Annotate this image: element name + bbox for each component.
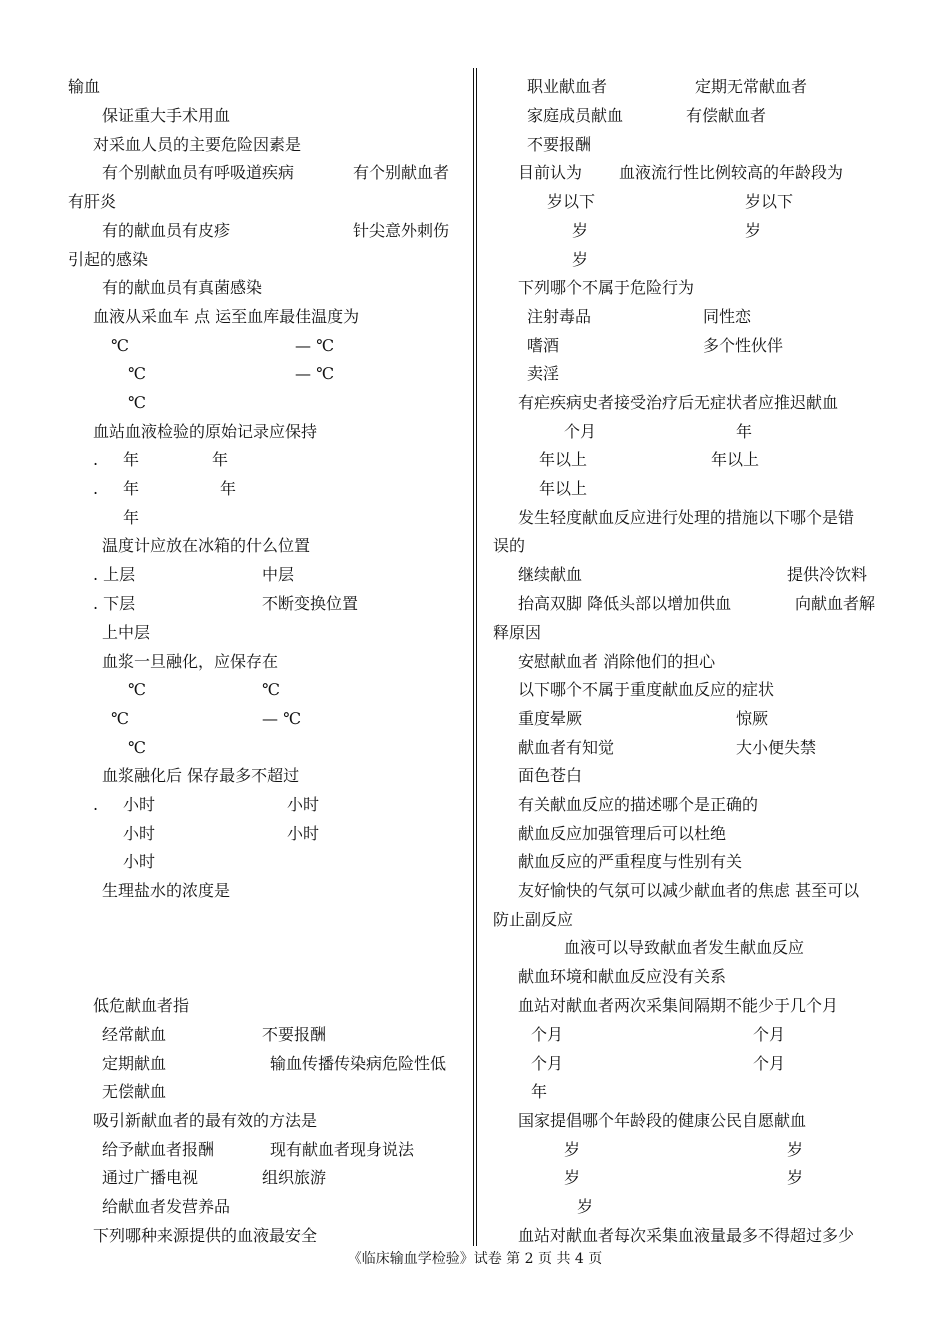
text-line: ℃ — [128, 738, 146, 757]
text-line: 职业献血者 — [527, 77, 608, 96]
text-line: . — [93, 450, 99, 469]
text-line: 年 — [220, 479, 237, 498]
text-line: ℃ — [111, 709, 129, 728]
text-line: — ℃ — [295, 336, 334, 355]
text-line: 有偿献血者 — [686, 106, 767, 125]
text-line: 年 — [123, 450, 140, 469]
text-line: 面色苍白 — [518, 766, 583, 785]
text-line: 吸引新献血者的最有效的方法是 — [93, 1111, 318, 1130]
text-line: 血液可以导致献血者发生献血反应 — [564, 938, 805, 957]
text-line: 年以上 — [539, 450, 588, 469]
text-line: 中层 — [262, 565, 295, 584]
column-divider — [473, 68, 477, 1246]
text-line: 岁以下 — [745, 192, 794, 211]
text-line: 有肝炎 — [68, 192, 117, 211]
text-line: 有的献血员有皮疹 — [102, 221, 231, 240]
text-line: 发生轻度献血反应进行处理的措施以下哪个是错 — [518, 508, 855, 527]
text-line: 继续献血 — [518, 565, 583, 584]
text-line: 个月 — [531, 1054, 564, 1073]
text-line: 下列哪种来源提供的血液最安全 — [93, 1226, 318, 1245]
text-line: 岁 — [564, 1168, 581, 1187]
text-line: 低危献血者指 — [93, 996, 190, 1015]
text-line: 岁 — [564, 1140, 581, 1159]
text-line: ℃ — [128, 680, 146, 699]
text-line: 家庭成员献血 — [527, 106, 624, 125]
text-line: 惊厥 — [736, 709, 769, 728]
text-line: 温度计应放在冰箱的什么位置 — [102, 536, 311, 555]
text-line: 有疟疾病史者接受治疗后无症状者应推迟献血 — [518, 393, 839, 412]
text-line: 岁 — [572, 250, 589, 269]
text-line: 大小便失禁 — [736, 738, 817, 757]
text-line: 个月 — [531, 1025, 564, 1044]
text-line: 嗜酒 — [527, 336, 560, 355]
text-line: 经常献血 — [102, 1025, 167, 1044]
text-line: 献血环境和献血反应没有关系 — [518, 967, 727, 986]
text-line: . — [93, 479, 99, 498]
text-line: . 上层 — [93, 565, 136, 584]
text-line: 小时 — [287, 795, 320, 814]
text-line: ℃ — [111, 336, 129, 355]
text-line: 给献血者发营养品 — [102, 1197, 231, 1216]
text-line: 下列哪个不属于危险行为 — [518, 278, 695, 297]
text-line: 有个别献血员有呼吸道疾病 — [102, 163, 295, 182]
text-line: 释原因 — [493, 623, 542, 642]
text-line: 小时 — [123, 824, 156, 843]
text-line: 保证重大手术用血 — [102, 106, 231, 125]
text-line: 安慰献血者 消除他们的担心 — [518, 652, 716, 671]
text-line: 不要报酬 — [262, 1025, 327, 1044]
text-line: 血站对献血者两次采集间隔期不能少于几个月 — [518, 996, 839, 1015]
text-line: . — [93, 795, 99, 814]
text-line: 重度晕厥 — [518, 709, 583, 728]
text-line: 年 — [736, 422, 753, 441]
text-line: 不要报酬 — [527, 135, 592, 154]
text-line: 有关献血反应的描述哪个是正确的 — [518, 795, 759, 814]
text-line: 以下哪个不属于重度献血反应的症状 — [518, 680, 775, 699]
text-line: 友好愉快的气氛可以减少献血者的焦虑 甚至可以 — [518, 881, 860, 900]
text-line: . 下层 — [93, 594, 136, 613]
text-line: 年 — [123, 479, 140, 498]
text-line: — ℃ — [262, 709, 301, 728]
text-line: 年 — [212, 450, 229, 469]
text-line: 血站血液检验的原始记录应保持 — [93, 422, 318, 441]
text-line: 无偿献血 — [102, 1082, 167, 1101]
text-line: 输血 — [68, 77, 101, 96]
text-line: 定期献血 — [102, 1054, 167, 1073]
text-line: 现有献血者现身说法 — [270, 1140, 415, 1159]
text-line: 岁以下 — [547, 192, 596, 211]
text-line: 年 — [531, 1082, 548, 1101]
text-line: 血浆融化后 保存最多不超过 — [102, 766, 300, 785]
text-line: 有个别献血者 — [353, 163, 450, 182]
text-line: 岁 — [745, 221, 762, 240]
text-line: 给予献血者报酬 — [102, 1140, 215, 1159]
text-line: 小时 — [123, 795, 156, 814]
text-line: — ℃ — [295, 364, 334, 383]
text-line: 上中层 — [102, 623, 151, 642]
text-line: 生理盐水的浓度是 — [102, 881, 231, 900]
text-line: 目前认为 — [518, 163, 583, 182]
text-line: 血浆一旦融化，应保存在 — [102, 652, 279, 671]
text-line: 不断变换位置 — [262, 594, 359, 613]
page-footer: 《临床输血学检验》试卷 第 2 页 共 4 页 — [347, 1251, 603, 1267]
text-line: 引起的感染 — [68, 250, 149, 269]
text-line: 个月 — [753, 1054, 786, 1073]
text-line: 提供冷饮料 — [787, 565, 868, 584]
text-line: 对采血人员的主要危险因素是 — [93, 135, 302, 154]
text-line: ℃ — [128, 364, 146, 383]
text-line: 有的献血员有真菌感染 — [102, 278, 263, 297]
text-line: 岁 — [577, 1197, 594, 1216]
text-line: 向献血者解 — [795, 594, 876, 613]
text-line: 岁 — [787, 1168, 804, 1187]
text-line: 卖淫 — [527, 364, 560, 383]
text-line: ℃ — [262, 680, 280, 699]
text-line: 血液流行性比例较高的年龄段为 — [619, 163, 844, 182]
text-line: ℃ — [128, 393, 146, 412]
text-line: 小时 — [123, 852, 156, 871]
text-line: 年 — [123, 508, 140, 527]
text-line: 国家提倡哪个年龄段的健康公民自愿献血 — [518, 1111, 807, 1130]
text-line: 献血反应的严重程度与性别有关 — [518, 852, 743, 871]
text-line: 输血传播传染病危险性低 — [270, 1054, 447, 1073]
text-line: 个月 — [564, 422, 597, 441]
text-line: 岁 — [787, 1140, 804, 1159]
text-line: 个月 — [753, 1025, 786, 1044]
text-line: 同性恋 — [703, 307, 752, 326]
text-line: 通过广播电视 — [102, 1168, 199, 1187]
text-line: 献血者有知觉 — [518, 738, 615, 757]
text-line: 抬高双脚 降低头部以增加供血 — [518, 594, 732, 613]
text-line: 年以上 — [539, 479, 588, 498]
text-line: 血站对献血者每次采集血液量最多不得超过多少 — [518, 1226, 855, 1245]
text-line: 多个性伙伴 — [703, 336, 784, 355]
text-line: 误的 — [493, 536, 526, 555]
text-line: 岁 — [572, 221, 589, 240]
text-line: 定期无常献血者 — [695, 77, 808, 96]
text-line: 注射毒品 — [527, 307, 592, 326]
text-line: 防止副反应 — [493, 910, 574, 929]
text-line: 组织旅游 — [262, 1168, 327, 1187]
text-line: 小时 — [287, 824, 320, 843]
text-line: 血液从采血车 点 运至血库最佳温度为 — [93, 307, 360, 326]
text-line: 年以上 — [711, 450, 760, 469]
text-line: 针尖意外刺伤 — [353, 221, 450, 240]
text-line: 献血反应加强管理后可以杜绝 — [518, 824, 727, 843]
